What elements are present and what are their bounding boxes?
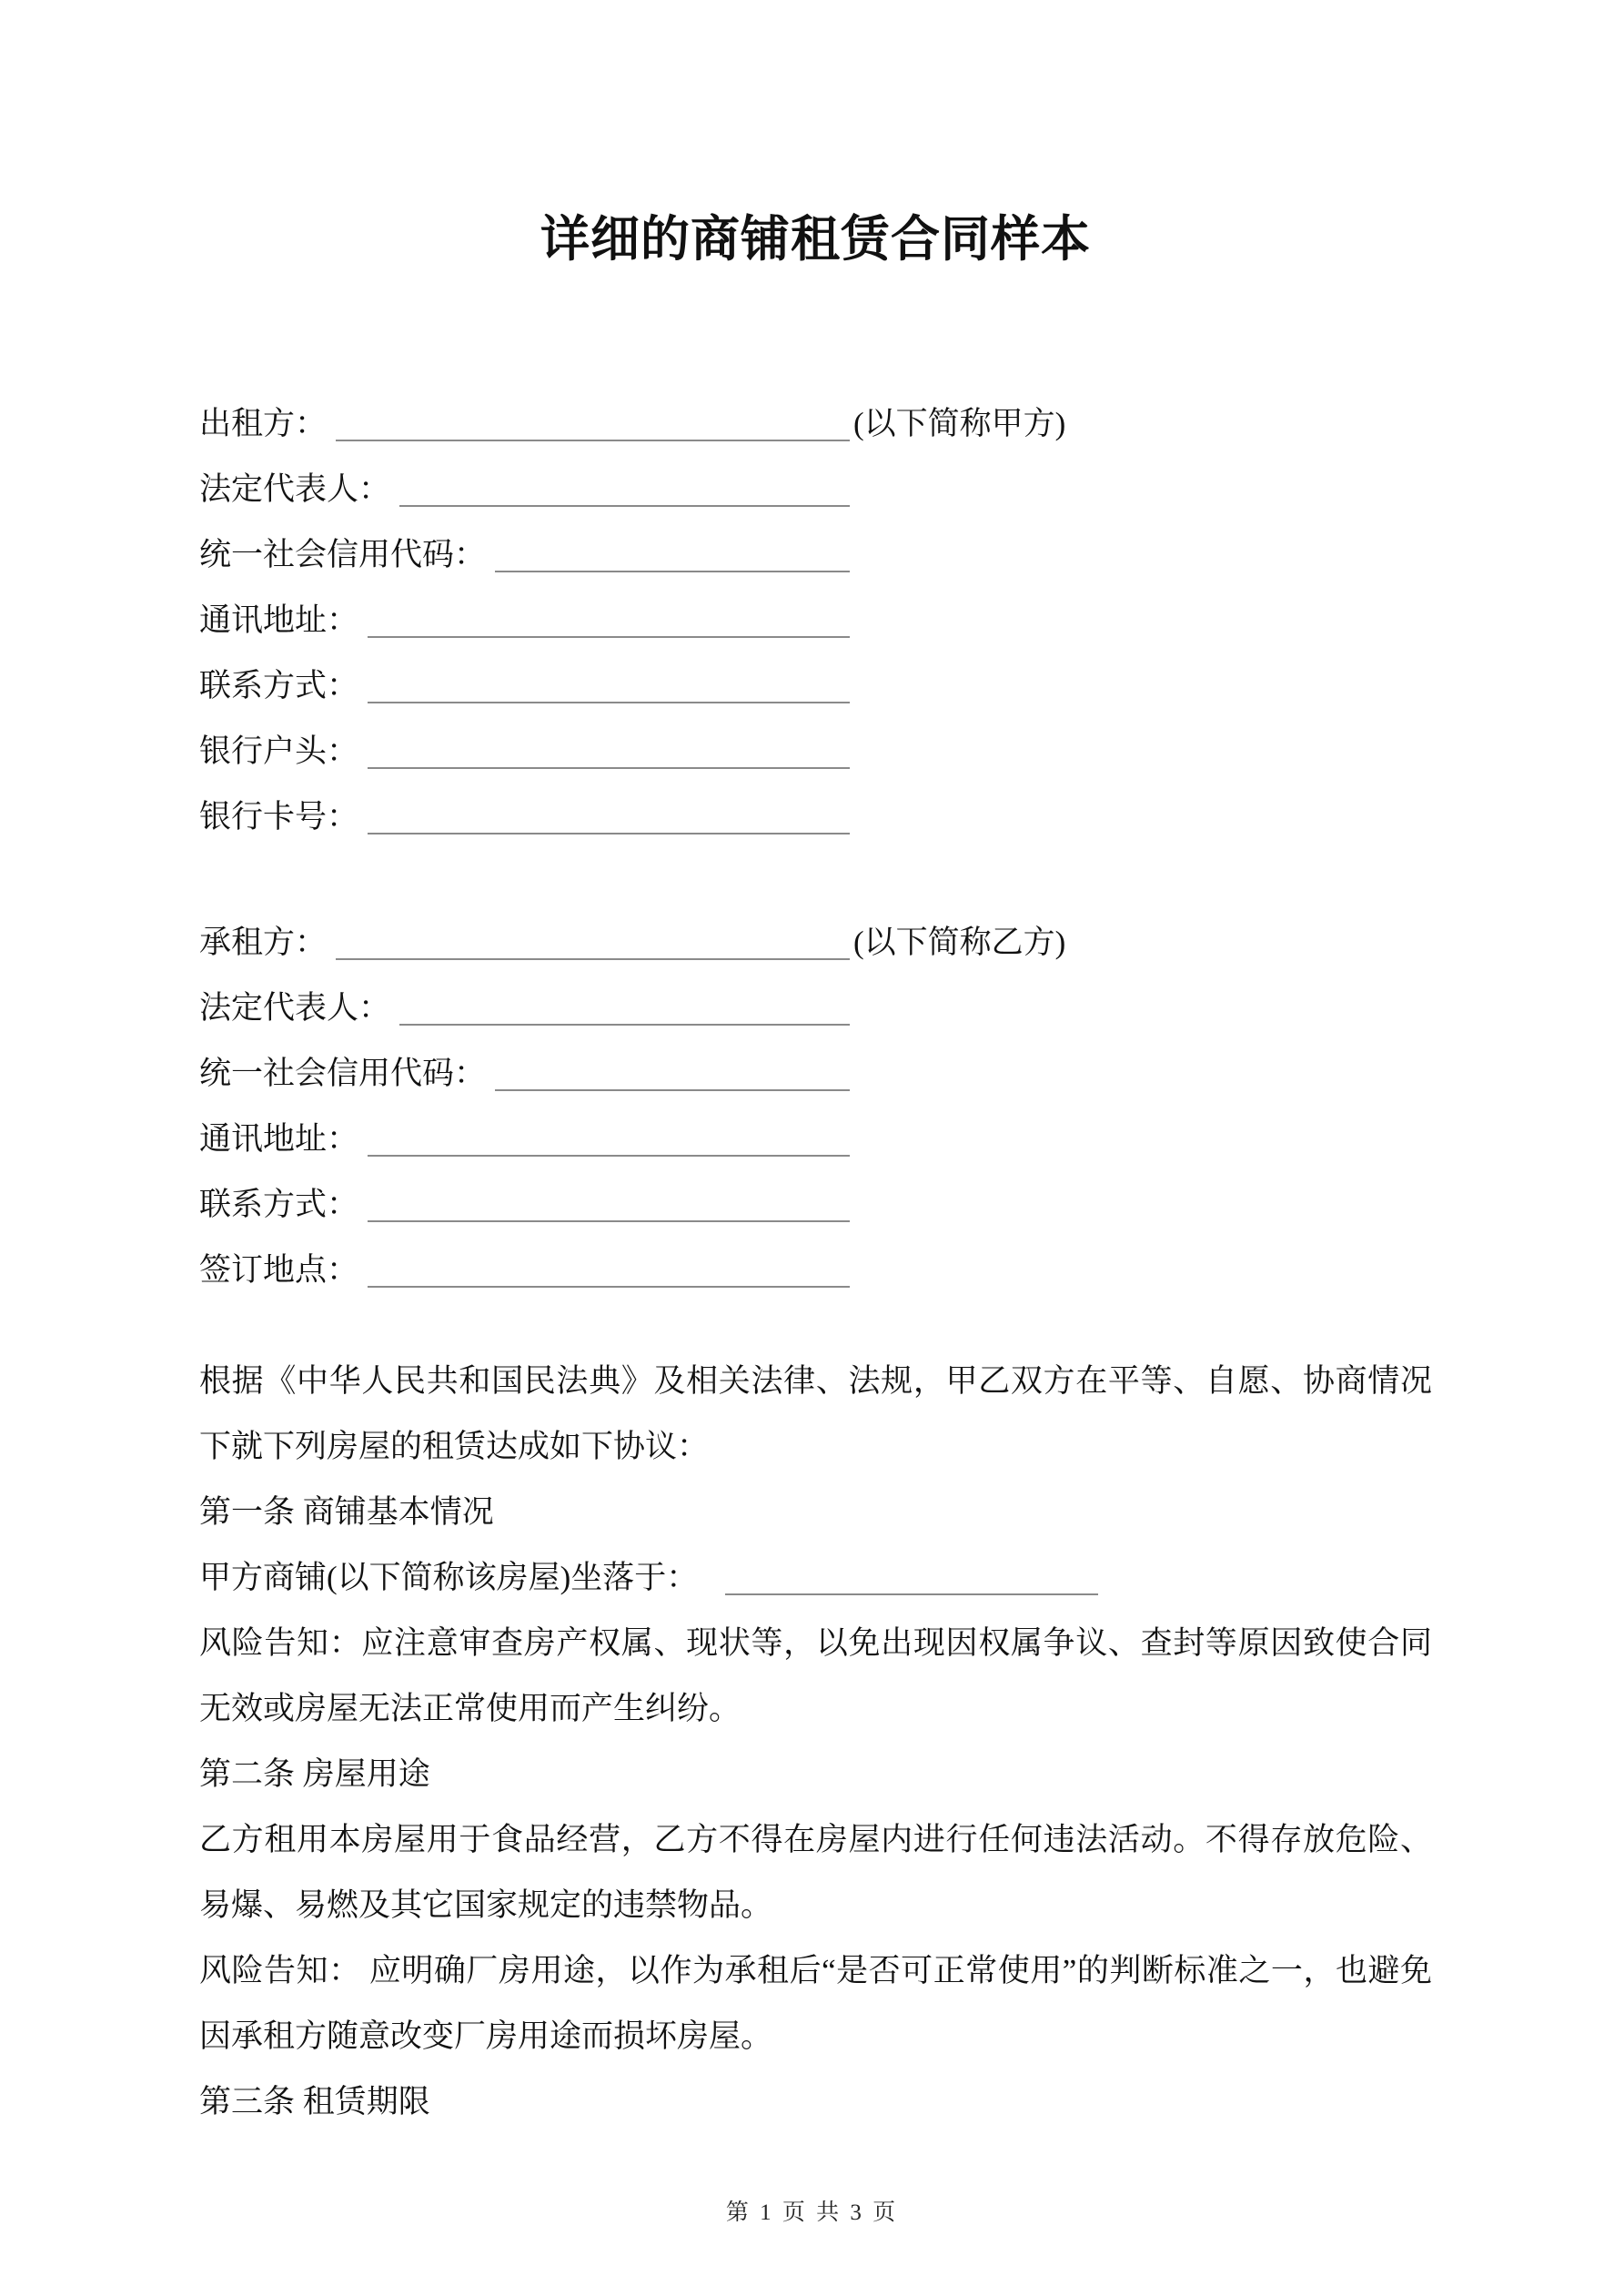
- lessee-field-row: [199, 1172, 1432, 1238]
- field-main: [199, 910, 853, 976]
- article-2-heading: 第二条 房屋用途: [199, 1756, 430, 1792]
- lessor-section: [199, 391, 1432, 850]
- field-label: 银行户头：: [199, 733, 359, 769]
- party-alias-suffix: (以下简称乙方): [853, 925, 1066, 960]
- field-main: [199, 522, 853, 588]
- field-label: 银行卡号：: [199, 799, 359, 834]
- shop-location-row: [199, 1545, 1432, 1611]
- field-label: 联系方式：: [199, 1187, 359, 1222]
- field-main: [199, 976, 853, 1041]
- blank-underline: [336, 440, 850, 441]
- lessee-field-row: [199, 976, 1432, 1041]
- blank-underline: [368, 1155, 850, 1157]
- lessor-field-row: [199, 784, 1432, 850]
- field-main: [199, 457, 853, 522]
- field-label: 签订地点：: [199, 1252, 359, 1288]
- lessee-field-row: [199, 1238, 1432, 1303]
- document-title: 详细的商铺租赁合同样本: [540, 212, 1091, 267]
- field-main: [199, 1041, 853, 1107]
- field-main: [199, 1107, 853, 1172]
- blank-underline: [368, 767, 850, 769]
- document-content: [199, 207, 1432, 2135]
- blank-underline: [399, 505, 850, 507]
- lessor-field-row: [199, 653, 1432, 719]
- lessor-field-row: [199, 391, 1432, 457]
- article-2-risk-paragraph: 风险告知： 应明确厂房用途，以作为承租后“是否可正常使用”的判断标准之一，也避免因承租方随意改变厂房用途而损坏房屋。: [199, 1953, 1432, 2054]
- field-main: [199, 719, 853, 784]
- article-2-paragraph: 乙方租用本房屋用于食品经营，乙方不得在房屋内进行任何违法活动。不得存放危险、易爆、易燃及其它国家规定的违禁物品。: [199, 1822, 1432, 1923]
- intro-paragraph: 根据《中华人民共和国民法典》及相关法律、法规，甲乙双方在平等、自愿、协商情况下就下列房屋的租赁达成如下协议：: [199, 1363, 1432, 1464]
- blank-underline: [368, 1286, 850, 1288]
- lessee-field-row: [199, 1041, 1432, 1107]
- field-label: 法定代表人：: [199, 990, 391, 1026]
- shop-location-label: 甲方商铺(以下简称该房屋)坐落于：: [199, 1560, 699, 1595]
- page-footer: 第 1 页 共 3 页: [725, 2200, 899, 2225]
- blank-underline: [399, 1024, 850, 1026]
- lessor-field-row: [199, 522, 1432, 588]
- field-label: 统一社会信用代码：: [199, 1056, 487, 1091]
- blank-underline: [336, 958, 850, 960]
- lessor-field-row: [199, 457, 1432, 522]
- field-main: [199, 1172, 853, 1238]
- blank-underline: [368, 1220, 850, 1222]
- field-label: 出租方：: [199, 406, 328, 441]
- field-label: 通讯地址：: [199, 1121, 359, 1157]
- field-label: 统一社会信用代码：: [199, 537, 487, 572]
- lessee-field-row: [199, 910, 1432, 976]
- article-1-risk-paragraph: 风险告知：应注意审查房产权属、现状等，以免出现因权属争议、查封等原因致使合同无效或房屋无法正常使用而产生纠纷。: [199, 1625, 1432, 1726]
- field-label: 法定代表人：: [199, 471, 391, 507]
- blank-underline: [368, 833, 850, 834]
- blank-underline: [495, 571, 850, 572]
- field-label: 承租方：: [199, 925, 328, 960]
- field-main: [199, 588, 853, 653]
- lessee-section: [199, 910, 1432, 1303]
- lessee-field-row: [199, 1107, 1432, 1172]
- field-main: [199, 653, 853, 719]
- section-gap: [199, 850, 1432, 910]
- blank-underline: [495, 1089, 850, 1091]
- party-alias-suffix: (以下简称甲方): [853, 406, 1066, 441]
- field-label: 通讯地址：: [199, 602, 359, 638]
- field-label: 联系方式：: [199, 668, 359, 703]
- shop-location-underline: [725, 1593, 1098, 1595]
- paragraph-gap: [199, 1303, 1432, 1349]
- blank-underline: [368, 636, 850, 638]
- field-main: [199, 784, 853, 850]
- lessor-field-row: [199, 588, 1432, 653]
- blank-underline: [368, 702, 850, 703]
- article-3-heading: 第三条 租赁期限: [199, 2084, 430, 2119]
- field-main: [199, 391, 853, 457]
- article-1-heading: 第一条 商铺基本情况: [199, 1494, 494, 1530]
- field-main: [199, 1238, 853, 1303]
- lessor-field-row: [199, 719, 1432, 784]
